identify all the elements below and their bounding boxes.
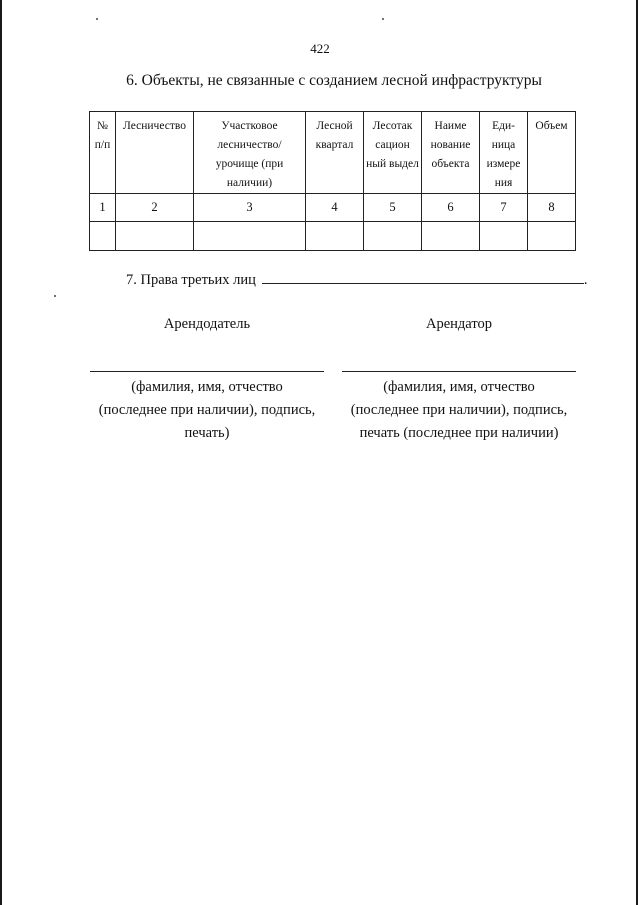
header-cell-volume: Объем xyxy=(528,112,576,194)
header-cell-forest-quarter: Лесной квартал xyxy=(306,112,364,194)
column-number-cell: 3 xyxy=(194,194,306,222)
table-cell xyxy=(90,222,116,251)
header-cell-object-name: Наиме нование объекта xyxy=(422,112,480,194)
column-number-cell: 2 xyxy=(116,194,194,222)
lessor-signature-line xyxy=(90,371,324,372)
table-row xyxy=(90,222,576,251)
third-party-rights-label: 7. Права третьих лиц xyxy=(126,272,256,288)
column-number-row xyxy=(90,194,576,222)
lessor-caption-line: (последнее при наличии), подпись, xyxy=(98,402,316,418)
table-cell xyxy=(194,222,306,251)
lessee-signature-line xyxy=(342,371,576,372)
table-header-row xyxy=(90,112,576,194)
page-number: 422 xyxy=(310,41,330,56)
header-cell-taxation-unit: Лесотак сацион ный выдел xyxy=(364,112,422,194)
header-cell-district-forestry: Участковое лесничество/ урочище (при наличии) xyxy=(194,112,306,194)
lessee-caption-line: печать (последнее при наличии) xyxy=(359,425,559,441)
lessee-title: Арендатор xyxy=(425,316,492,332)
column-number-cell: 4 xyxy=(306,194,364,222)
scan-speck xyxy=(96,18,98,20)
scan-border-right xyxy=(636,0,638,905)
lessor-caption-line: печать) xyxy=(184,425,230,441)
scan-speck xyxy=(54,295,56,297)
column-number-cell: 1 xyxy=(90,194,116,222)
third-party-rights xyxy=(126,271,588,289)
lessor-title: Арендодатель xyxy=(163,316,251,332)
header-cell-forestry: Лесничество xyxy=(116,112,194,194)
objects-table xyxy=(89,111,576,251)
column-number-cell: 7 xyxy=(480,194,528,222)
table-cell xyxy=(306,222,364,251)
column-number-cell: 8 xyxy=(528,194,576,222)
table-cell xyxy=(116,222,194,251)
third-party-rights-blank-field xyxy=(262,271,584,284)
column-number-cell: 6 xyxy=(422,194,480,222)
section-title: 6. Объекты, не связанные с созданием лесной инфраструктуры xyxy=(126,72,542,89)
scan-speck xyxy=(382,18,384,20)
table-cell xyxy=(480,222,528,251)
header-cell-number: № п/п xyxy=(90,112,116,194)
header-cell-unit: Еди- ница измере ния xyxy=(480,112,528,194)
third-party-rights-period: . xyxy=(583,272,588,288)
column-number-cell: 5 xyxy=(364,194,422,222)
lessor-caption-line: (фамилия, имя, отчество xyxy=(131,379,283,395)
lessee-caption-line: (фамилия, имя, отчество xyxy=(383,379,535,395)
scan-border-left xyxy=(0,0,2,905)
table-cell xyxy=(528,222,576,251)
lessee-signature-caption xyxy=(322,376,596,445)
table-cell xyxy=(364,222,422,251)
table-cell xyxy=(422,222,480,251)
lessee-caption-line: (последнее при наличии), подпись, xyxy=(350,402,568,418)
lessor-signature-caption xyxy=(70,376,344,445)
